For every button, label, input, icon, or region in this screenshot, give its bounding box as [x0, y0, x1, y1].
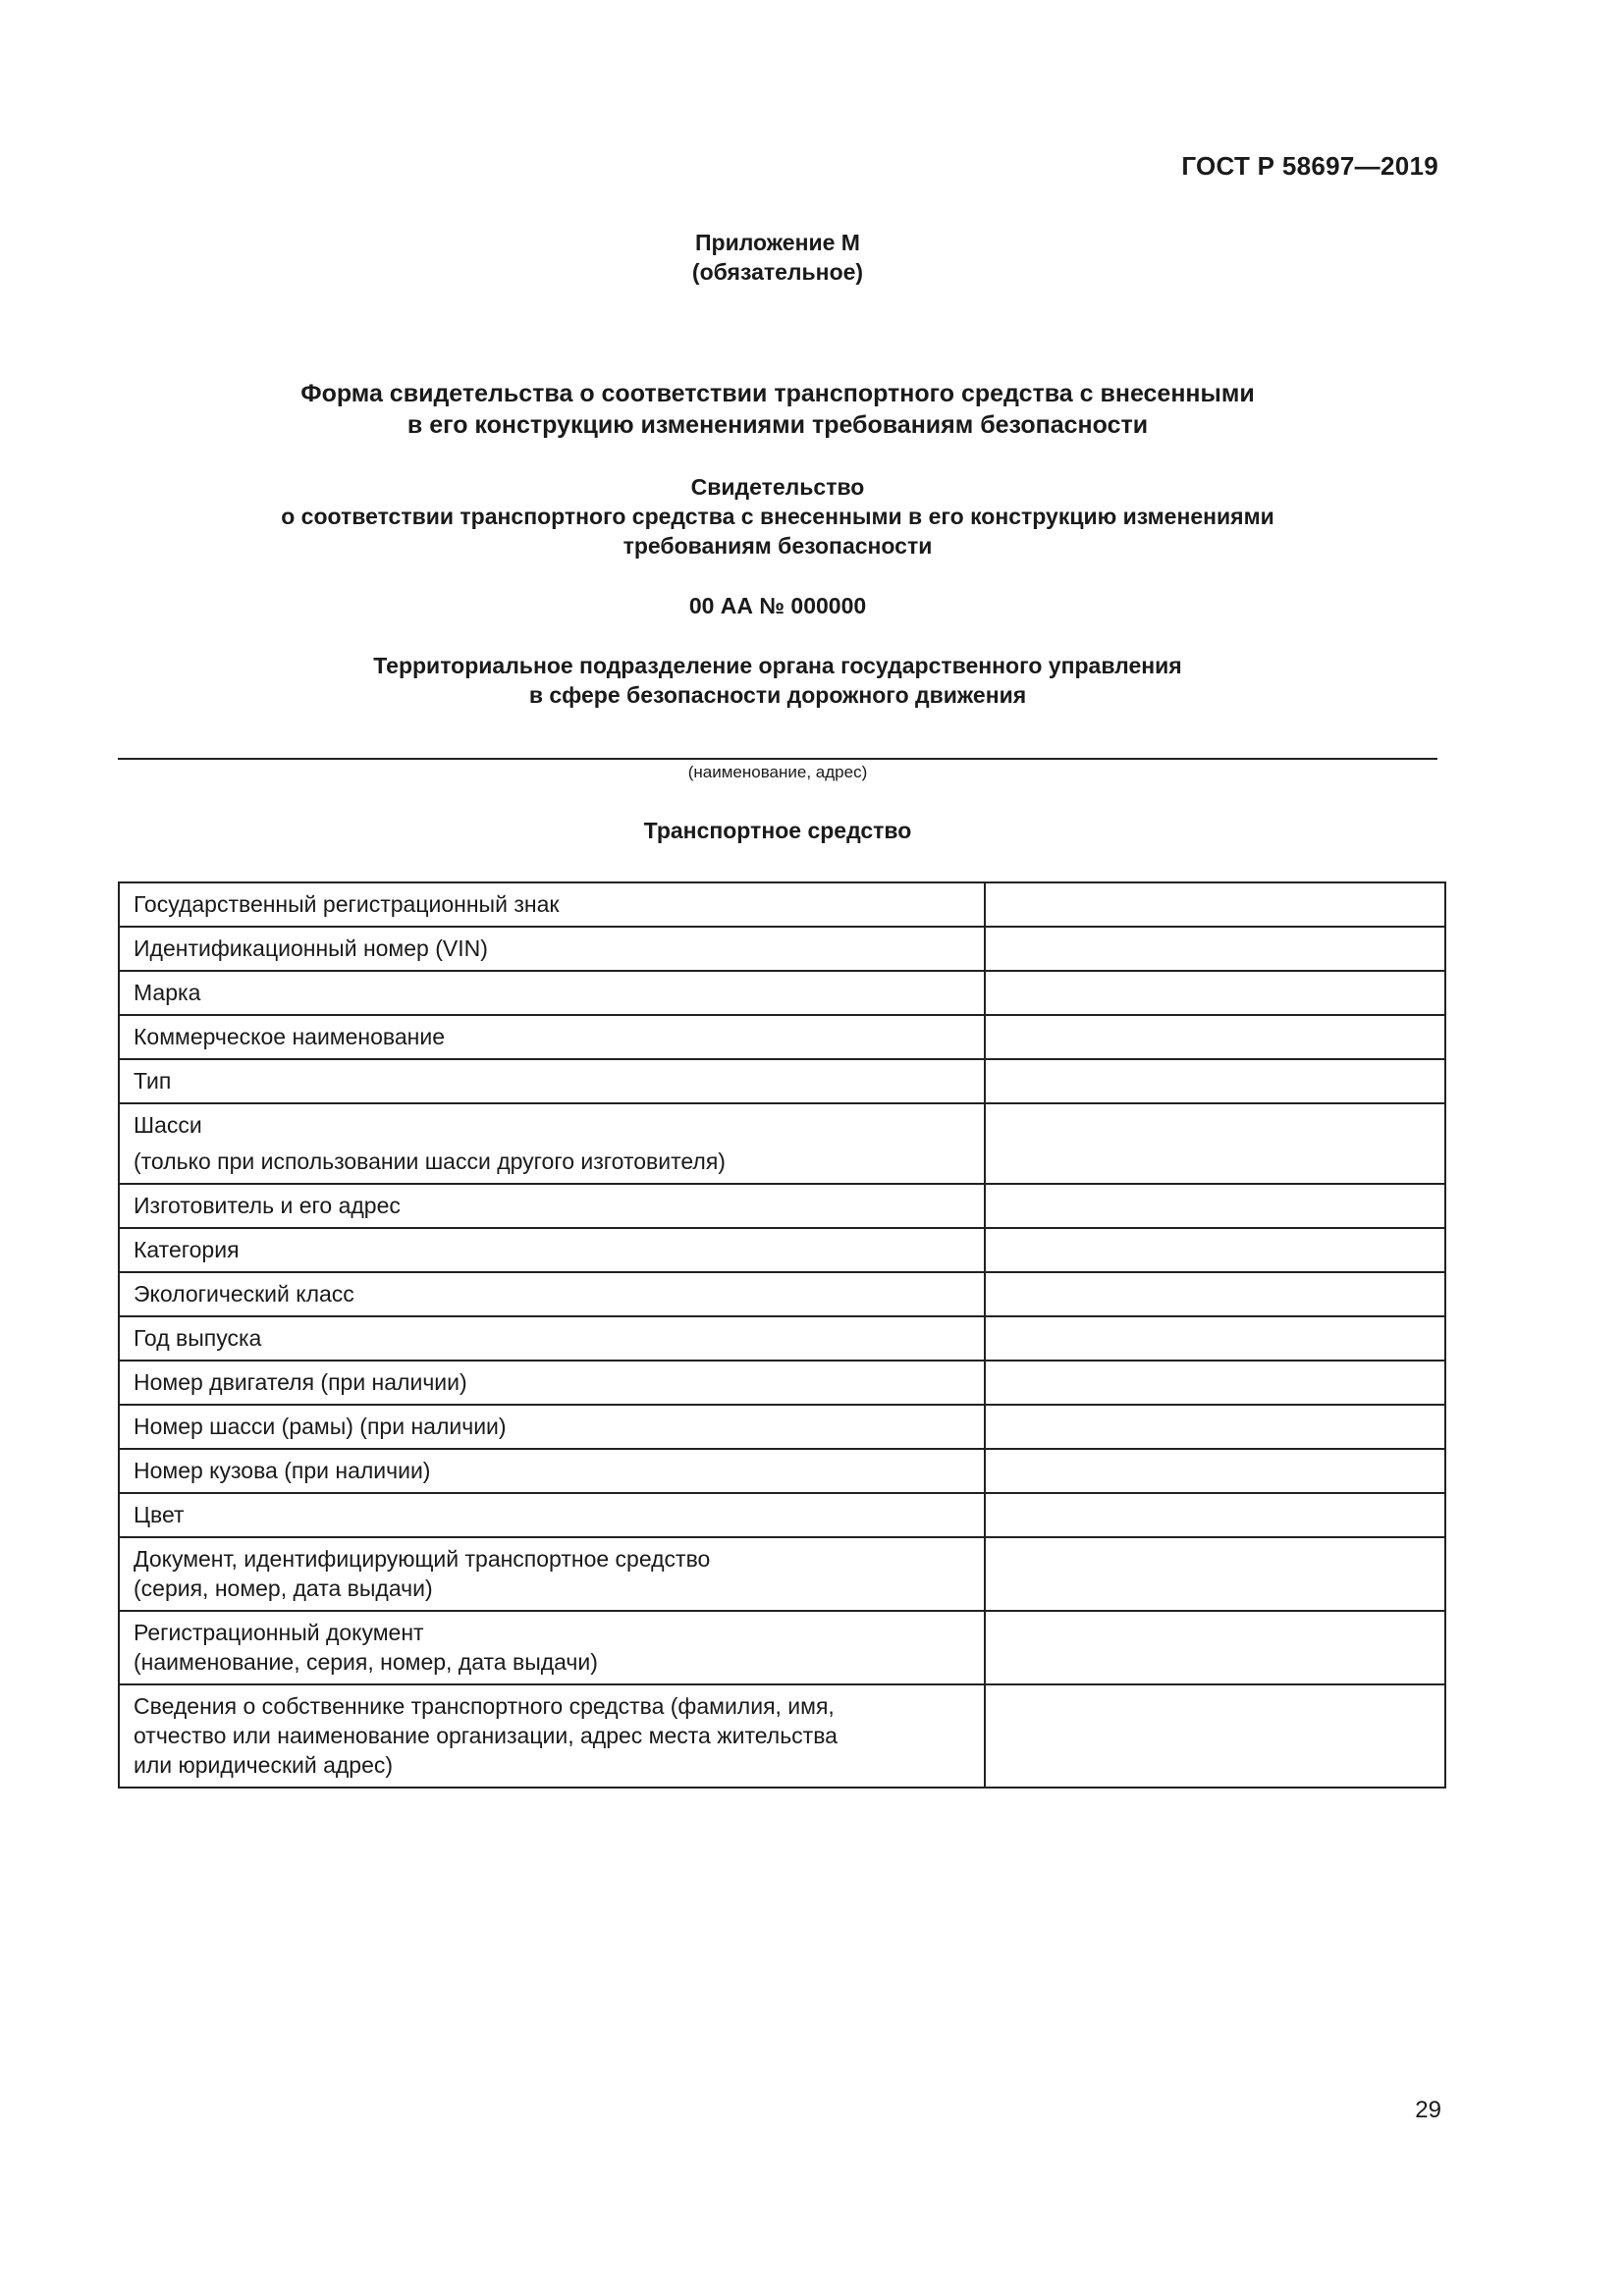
row-label-cell [119, 1611, 985, 1684]
row-label-cell [119, 882, 985, 927]
table-row [119, 1015, 1445, 1059]
row-label-cell [119, 1361, 985, 1405]
authority-line-2: в сфере безопасности дорожного движения [528, 682, 1027, 708]
authority-heading [118, 651, 1437, 710]
row-label-cell [119, 1184, 985, 1228]
row-value-cell [985, 1228, 1445, 1272]
appendix-status: (обязательное) [691, 259, 864, 285]
row-label-line: или юридический адрес) [134, 1752, 394, 1778]
row-value-cell [985, 1015, 1445, 1059]
authority-name-caption: (наименование, адрес) [687, 763, 868, 781]
table-row [119, 1537, 1445, 1611]
appendix-title: Приложение М [695, 230, 860, 255]
row-label: Тип [134, 1068, 172, 1094]
row-value-cell [985, 1493, 1445, 1537]
table-row [119, 1059, 1445, 1103]
row-value-cell [985, 1272, 1445, 1316]
row-value-cell [985, 1361, 1445, 1405]
vehicle-section-heading: Транспортное средство [643, 818, 912, 843]
row-label-cell [119, 1103, 985, 1184]
row-value-cell [985, 1684, 1445, 1788]
certificate-subtitle-line-2: требованиям безопасности [623, 533, 933, 559]
row-label: Коммерческое наименование [134, 1024, 445, 1049]
table-row [119, 882, 1445, 927]
row-sublabel: (только при использовании шасси другого изготовителя) [134, 1148, 726, 1174]
row-label-line: (наименование, серия, номер, дата выдачи) [134, 1649, 598, 1675]
row-label: Номер двигателя (при наличии) [134, 1369, 467, 1395]
row-label: Изготовитель и его адрес [134, 1193, 401, 1218]
row-label-cell [119, 1493, 985, 1537]
row-label-cell [119, 1015, 985, 1059]
authority-name-fill-line [118, 758, 1437, 760]
row-value-cell [985, 1405, 1445, 1449]
authority-line-1: Территориальное подразделение органа государственного управления [373, 653, 1182, 678]
table-row [119, 1272, 1445, 1316]
row-label-line: Регистрационный документ [134, 1620, 424, 1645]
row-label: Экологический класс [134, 1281, 354, 1307]
row-label-line: Документ, идентифицирующий транспортное средство [134, 1546, 711, 1572]
row-label: Год выпуска [134, 1325, 262, 1351]
certificate-number: 00 АА № 000000 [688, 593, 867, 618]
row-label: Государственный регистрационный знак [134, 891, 560, 917]
row-value-cell [985, 1611, 1445, 1684]
page-number: 29 [1415, 2097, 1441, 2123]
certificate-subtitle-line-1: о соответствии транспортного средства с внесенными в его конструкцию изменениями [281, 504, 1274, 529]
row-label: Категория [134, 1237, 240, 1262]
table-row [119, 1184, 1445, 1228]
row-label-cell [119, 1537, 985, 1611]
row-value-cell [985, 882, 1445, 927]
table-row [119, 1684, 1445, 1788]
row-label-cell [119, 1228, 985, 1272]
row-label-line: (серия, номер, дата выдачи) [134, 1575, 433, 1601]
form-title-line-2: в его конструкцию изменениями требованиям безопасности [406, 411, 1149, 439]
row-value-cell [985, 927, 1445, 971]
table-row [119, 971, 1445, 1015]
row-label-cell [119, 1405, 985, 1449]
table-row [119, 1493, 1445, 1537]
certificate-title [118, 472, 1437, 561]
table-row [119, 1103, 1445, 1184]
row-label: Идентификационный номер (VIN) [134, 935, 488, 961]
row-value-cell [985, 1103, 1445, 1184]
row-label-cell [119, 1059, 985, 1103]
vehicle-table-body [119, 882, 1445, 1788]
row-value-cell [985, 1449, 1445, 1493]
row-value-cell [985, 1316, 1445, 1361]
row-label-cell [119, 971, 985, 1015]
row-label-cell [119, 1684, 985, 1788]
row-label: Шасси [134, 1112, 202, 1138]
form-title [118, 378, 1437, 441]
table-row [119, 1611, 1445, 1684]
vehicle-table [118, 881, 1446, 1789]
table-row [119, 927, 1445, 971]
table-row [119, 1228, 1445, 1272]
appendix-heading [118, 228, 1437, 287]
row-label-cell [119, 927, 985, 971]
table-row [119, 1361, 1445, 1405]
table-row [119, 1316, 1445, 1361]
row-label-cell [119, 1316, 985, 1361]
document-code: ГОСТ Р 58697—2019 [1181, 151, 1438, 181]
row-label-line: Сведения о собственнике транспортного средства (фамилия, имя, [134, 1693, 835, 1719]
row-label-cell [119, 1449, 985, 1493]
row-label-cell [119, 1272, 985, 1316]
row-value-cell [985, 1184, 1445, 1228]
row-label-line: отчество или наименование организации, адрес места жительства [134, 1723, 838, 1748]
table-row [119, 1449, 1445, 1493]
form-title-line-1: Форма свидетельства о соответствии транспортного средства с внесенными [300, 380, 1255, 407]
certificate-title-word: Свидетельство [690, 474, 865, 500]
row-value-cell [985, 1537, 1445, 1611]
table-row [119, 1405, 1445, 1449]
row-label: Номер шасси (рамы) (при наличии) [134, 1414, 507, 1439]
row-label: Марка [134, 980, 201, 1005]
row-value-cell [985, 971, 1445, 1015]
row-label: Номер кузова (при наличии) [134, 1458, 431, 1483]
row-label: Цвет [134, 1502, 185, 1527]
row-value-cell [985, 1059, 1445, 1103]
